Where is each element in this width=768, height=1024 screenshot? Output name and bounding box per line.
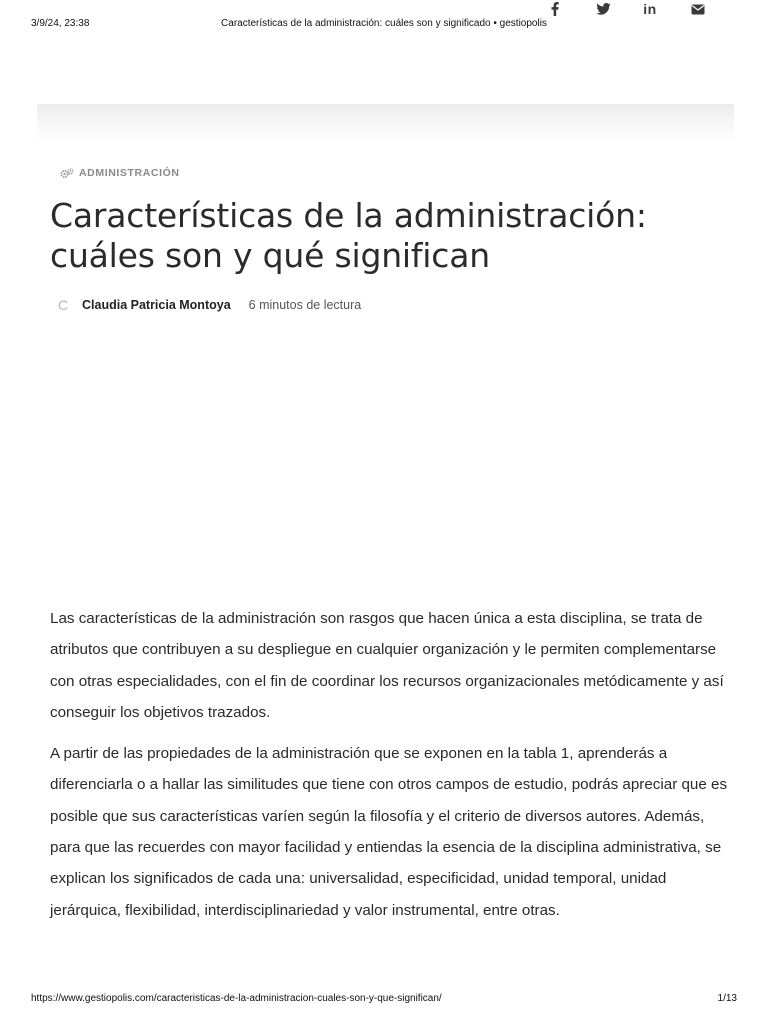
linkedin-icon: in (643, 1, 657, 17)
author-name-link[interactable]: Claudia Patricia Montoya (82, 298, 231, 312)
print-page-number: 1/13 (717, 993, 737, 1004)
article-paragraph-2: A partir de las propiedades de la administración que se exponen en la tabla 1, aprenderás a diferenciarla o a hallar las similitudes que tiene con otros campos de estudio, podrás apreciar que es posible que sus características varíen según la filosofía y el criterio de diversos autores. Además, para que las recuerdes con mayor facilidad y entiendas la esencia de la disciplina administrativa, se explican los significados de cada una: universalidad, especificidad, unidad temporal, unidad jerárquica, flexibilidad, interdisciplinariedad y valor instrumental, entre otras. (50, 745, 728, 919)
article-title: Características de la administración: cuáles son y qué significan (50, 196, 647, 275)
print-page-title: Características de la administración: cuáles son y significado • gestiopolis (221, 18, 547, 29)
site-header-shadow (37, 104, 734, 142)
print-header (0, 18, 768, 32)
article-body (50, 603, 734, 936)
twitter-icon (596, 3, 611, 15)
share-email-button[interactable] (688, 0, 708, 18)
email-icon (691, 4, 705, 15)
share-twitter-button[interactable] (593, 0, 613, 18)
print-url: https://www.gestiopolis.com/caracteristicas-de-la-administracion-cuales-son-y-que-significan/ (31, 993, 442, 1004)
print-date: 3/9/24, 23:38 (31, 18, 90, 29)
byline (58, 297, 361, 313)
category-link[interactable] (60, 166, 180, 180)
share-linkedin-button[interactable] (640, 0, 660, 18)
category-label: ADMINISTRACIÓN (79, 167, 180, 179)
article-paragraph-1: Las características de la administración son rasgos que hacen única a esta disciplina, se trata de atributos que contribuyen a su despliegue en cualquier organización y le permiten complementarse con otras especialidades, con el fin de coordinar los recursos organizacionales metódicamente y así conseguir los objetivos trazados. (50, 610, 724, 721)
facebook-icon (551, 2, 559, 16)
reading-time: 6 minutos de lectura (248, 298, 362, 312)
gears-icon (60, 168, 74, 179)
print-footer (0, 993, 768, 1007)
author-avatar: C (58, 297, 69, 313)
share-facebook-button[interactable] (545, 0, 565, 18)
